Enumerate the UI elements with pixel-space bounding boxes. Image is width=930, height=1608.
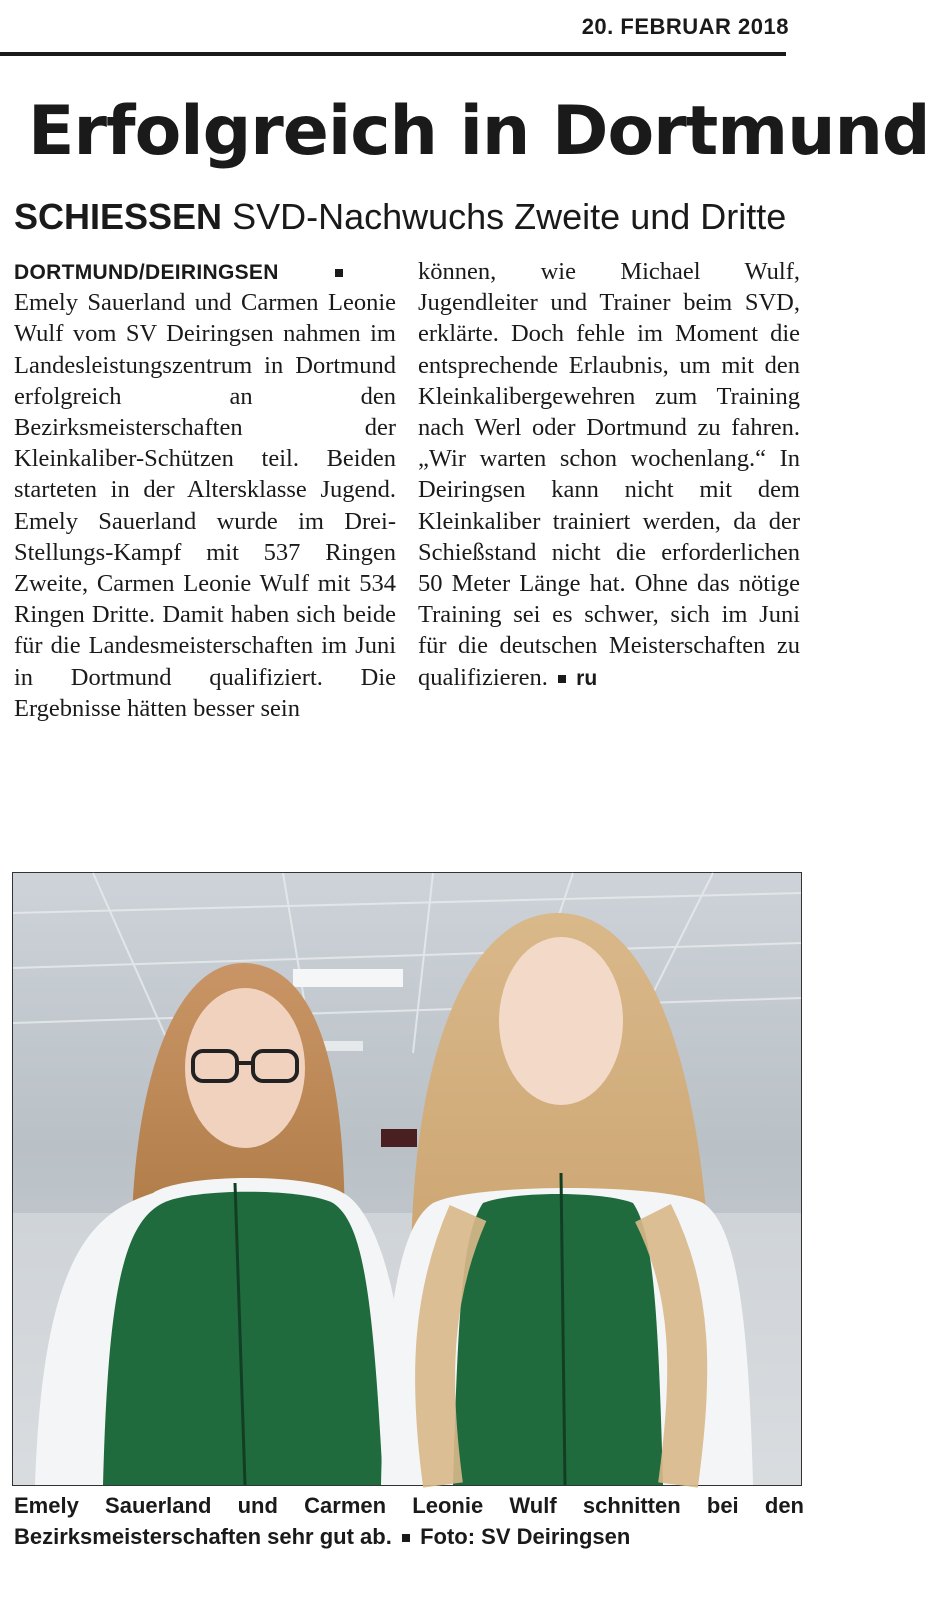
article-column-right: [418, 256, 800, 693]
author-initials: ru: [576, 666, 598, 690]
article-photo: [12, 872, 802, 1486]
subheadline-text: SVD-Nachwuchs Zweite und Dritte: [232, 196, 787, 237]
photo-credit: Foto: SV Deiringsen: [420, 1524, 631, 1549]
article-column-left: [14, 256, 396, 724]
headline: Erfolgreich in Dortmund: [28, 92, 930, 171]
subheadline: [14, 196, 814, 238]
photo-illustration: [13, 873, 801, 1485]
end-square-icon: [558, 675, 566, 683]
issue-date: 20. FEBRUAR 2018: [581, 14, 789, 39]
header-rule: [0, 52, 786, 56]
article-body-left: Emely Sauerland und Carmen Leonie Wulf vom SV Deiringsen nahmen im Landesleistungszentrum in Dortmund erfolgreich an den Bezirksmeisterschaften der Kleinkaliber-Schützen teil. Beiden starteten in der Altersklasse Jugend. Emely Sauerland wurde im Drei-Stellungs-Kampf mit 537 Ringen Zweite, Carmen Leonie Wulf mit 534 Ringen Dritte. Damit haben sich beide für die Landesmeisterschaften im Juni in Dortmund qualifiziert. Die Ergebnisse hätten besser sein: [14, 289, 396, 722]
caption-square-icon: [402, 1534, 410, 1542]
photo-caption: [14, 1490, 804, 1552]
kicker: SCHIESSEN: [14, 196, 223, 237]
dateline: DORTMUND/DEIRINGSEN: [14, 261, 279, 284]
dateline-square-icon: [335, 269, 343, 277]
caption-text: Emely Sauerland und Carmen Leonie Wulf schnitten bei den Bezirksmeisterschaften sehr gut ab.: [14, 1493, 804, 1549]
article-body-right: können, wie Michael Wulf, Jugendleiter und Trainer beim SVD, erklärte. Doch fehle im Moment die entsprechende Erlaubnis, um mit den Kleinkalibergewehren zum Training nach Werl oder Dortmund zu fahren. „Wir warten schon wochenlang.“ In Deiringsen kann nicht mit dem Kleinkaliber trainiert werden, da der Schießstand nicht die erforderlichen 50 Meter Länge hat. Ohne das nötige Training sei es schwer, sich im Juni für die deutschen Meisterschaften zu qualifizieren.: [418, 258, 800, 691]
